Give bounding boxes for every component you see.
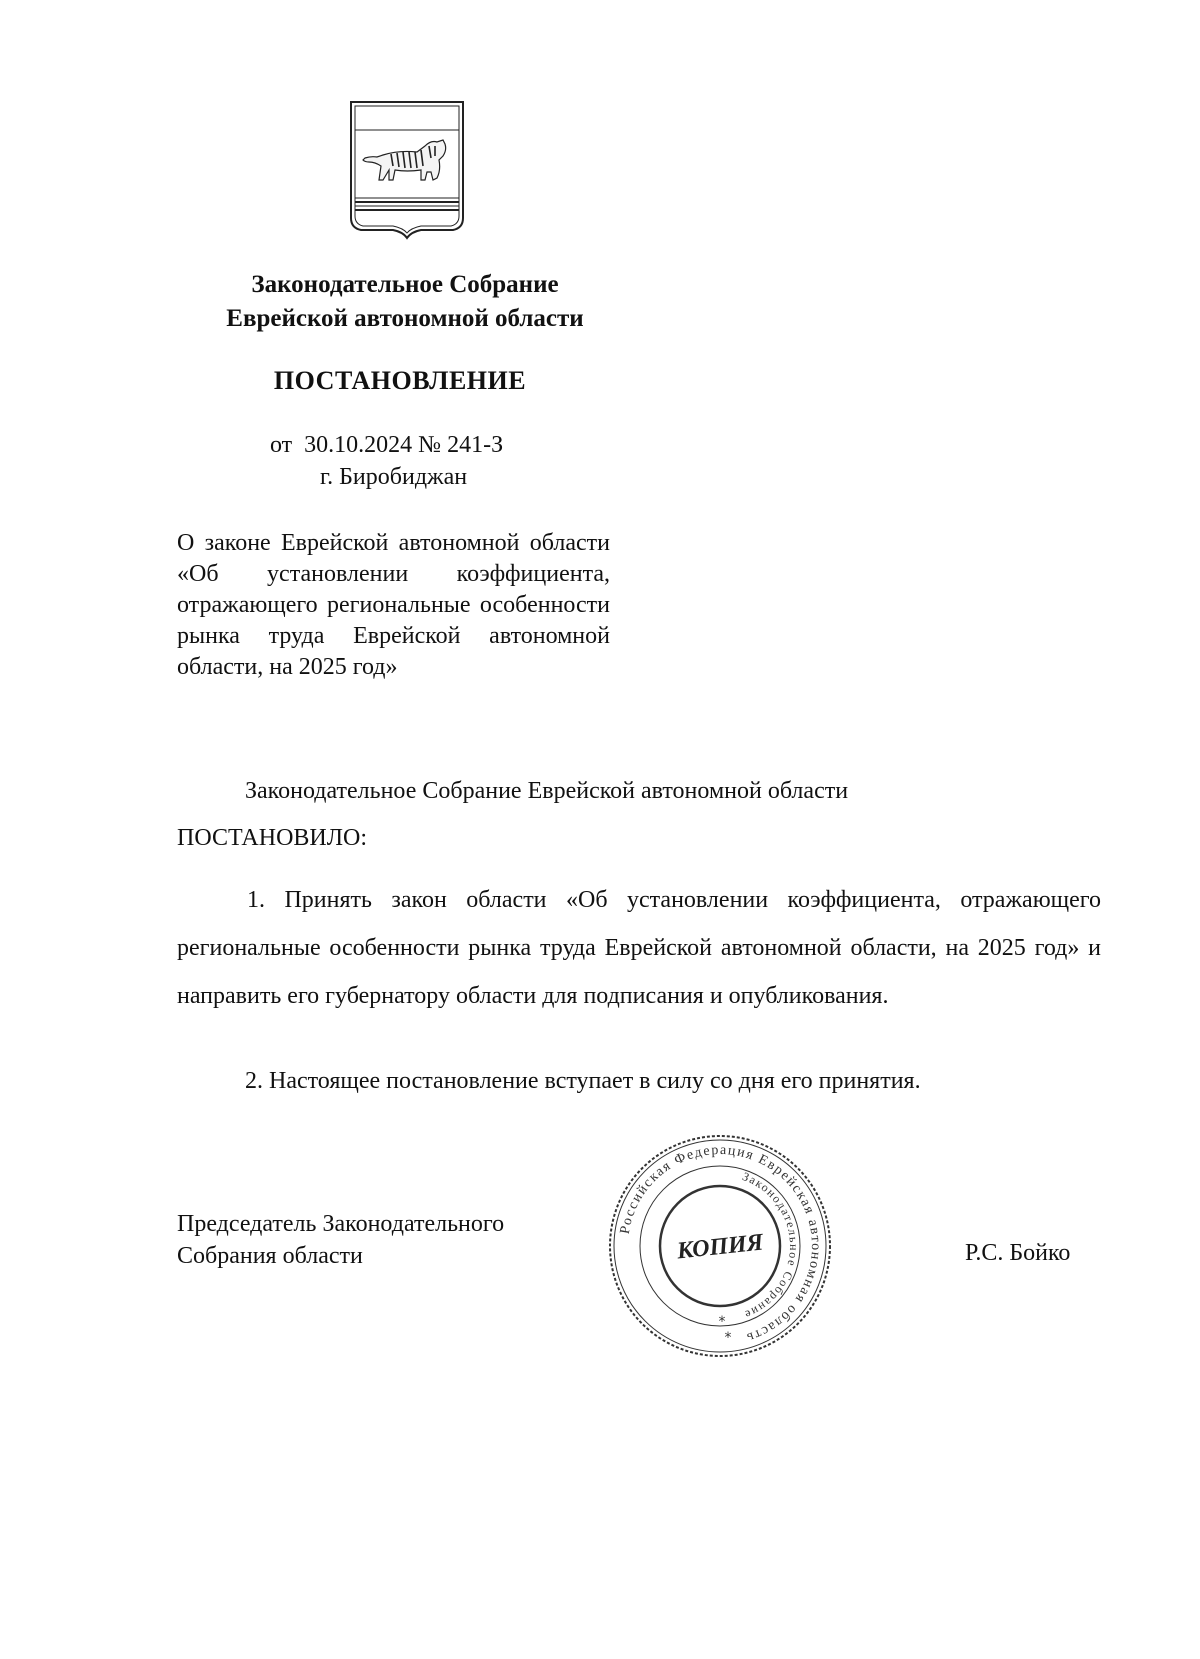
signatory-title-line-1: Председатель Законодательного: [177, 1211, 505, 1237]
seal-ring-text: Российская Федерация Еврейская автономная область: [617, 1142, 824, 1346]
svg-text:*: *: [718, 1314, 726, 1330]
signatory-name: Р.С. Бойко: [965, 1240, 1071, 1266]
organization-name: [160, 268, 650, 336]
signatory-title-line-2: Собрания области: [177, 1243, 363, 1269]
round-seal-icon: [604, 1130, 836, 1362]
signatory-title: [177, 1208, 504, 1272]
preamble: Законодательное Собрание Еврейской автономной области: [245, 778, 849, 804]
organization-line-1: Законодательное Собрание: [251, 271, 559, 298]
document-number: № 241-З: [418, 432, 504, 458]
document-date: 30.10.2024: [304, 432, 413, 458]
resolved-heading: ПОСТАНОВИЛО:: [177, 825, 368, 851]
resolution-item-1: 1. Принять закон области «Об установлении коэффициента, отражающего региональные особенности рынка труда Еврейской автономной области, на 2025 год» и направить его губернатору области для подписания и опубликования.: [177, 887, 1101, 1009]
organization-line-2: Еврейской автономной области: [226, 305, 584, 332]
coat-of-arms-icon: [347, 100, 467, 240]
seal-copy-text: КОПИЯ: [675, 1229, 765, 1265]
svg-text:*: *: [724, 1330, 732, 1346]
city: г. Биробиджан: [320, 464, 468, 490]
resolution-item-2: 2. Настоящее постановление вступает в силу со дня его принятия.: [245, 1068, 921, 1094]
date-number-line: [270, 432, 503, 459]
document-type: ПОСТАНОВЛЕНИЕ: [273, 366, 527, 395]
document-subject: О законе Еврейской автономной области «Об установлении коэффициента, отражающего региональные особенности рынка труда Еврейской автономной области, на 2025 год»: [177, 530, 610, 680]
date-prefix: от: [270, 432, 293, 458]
seal-inner-ring-text: Законодательное Собрание: [740, 1169, 802, 1323]
